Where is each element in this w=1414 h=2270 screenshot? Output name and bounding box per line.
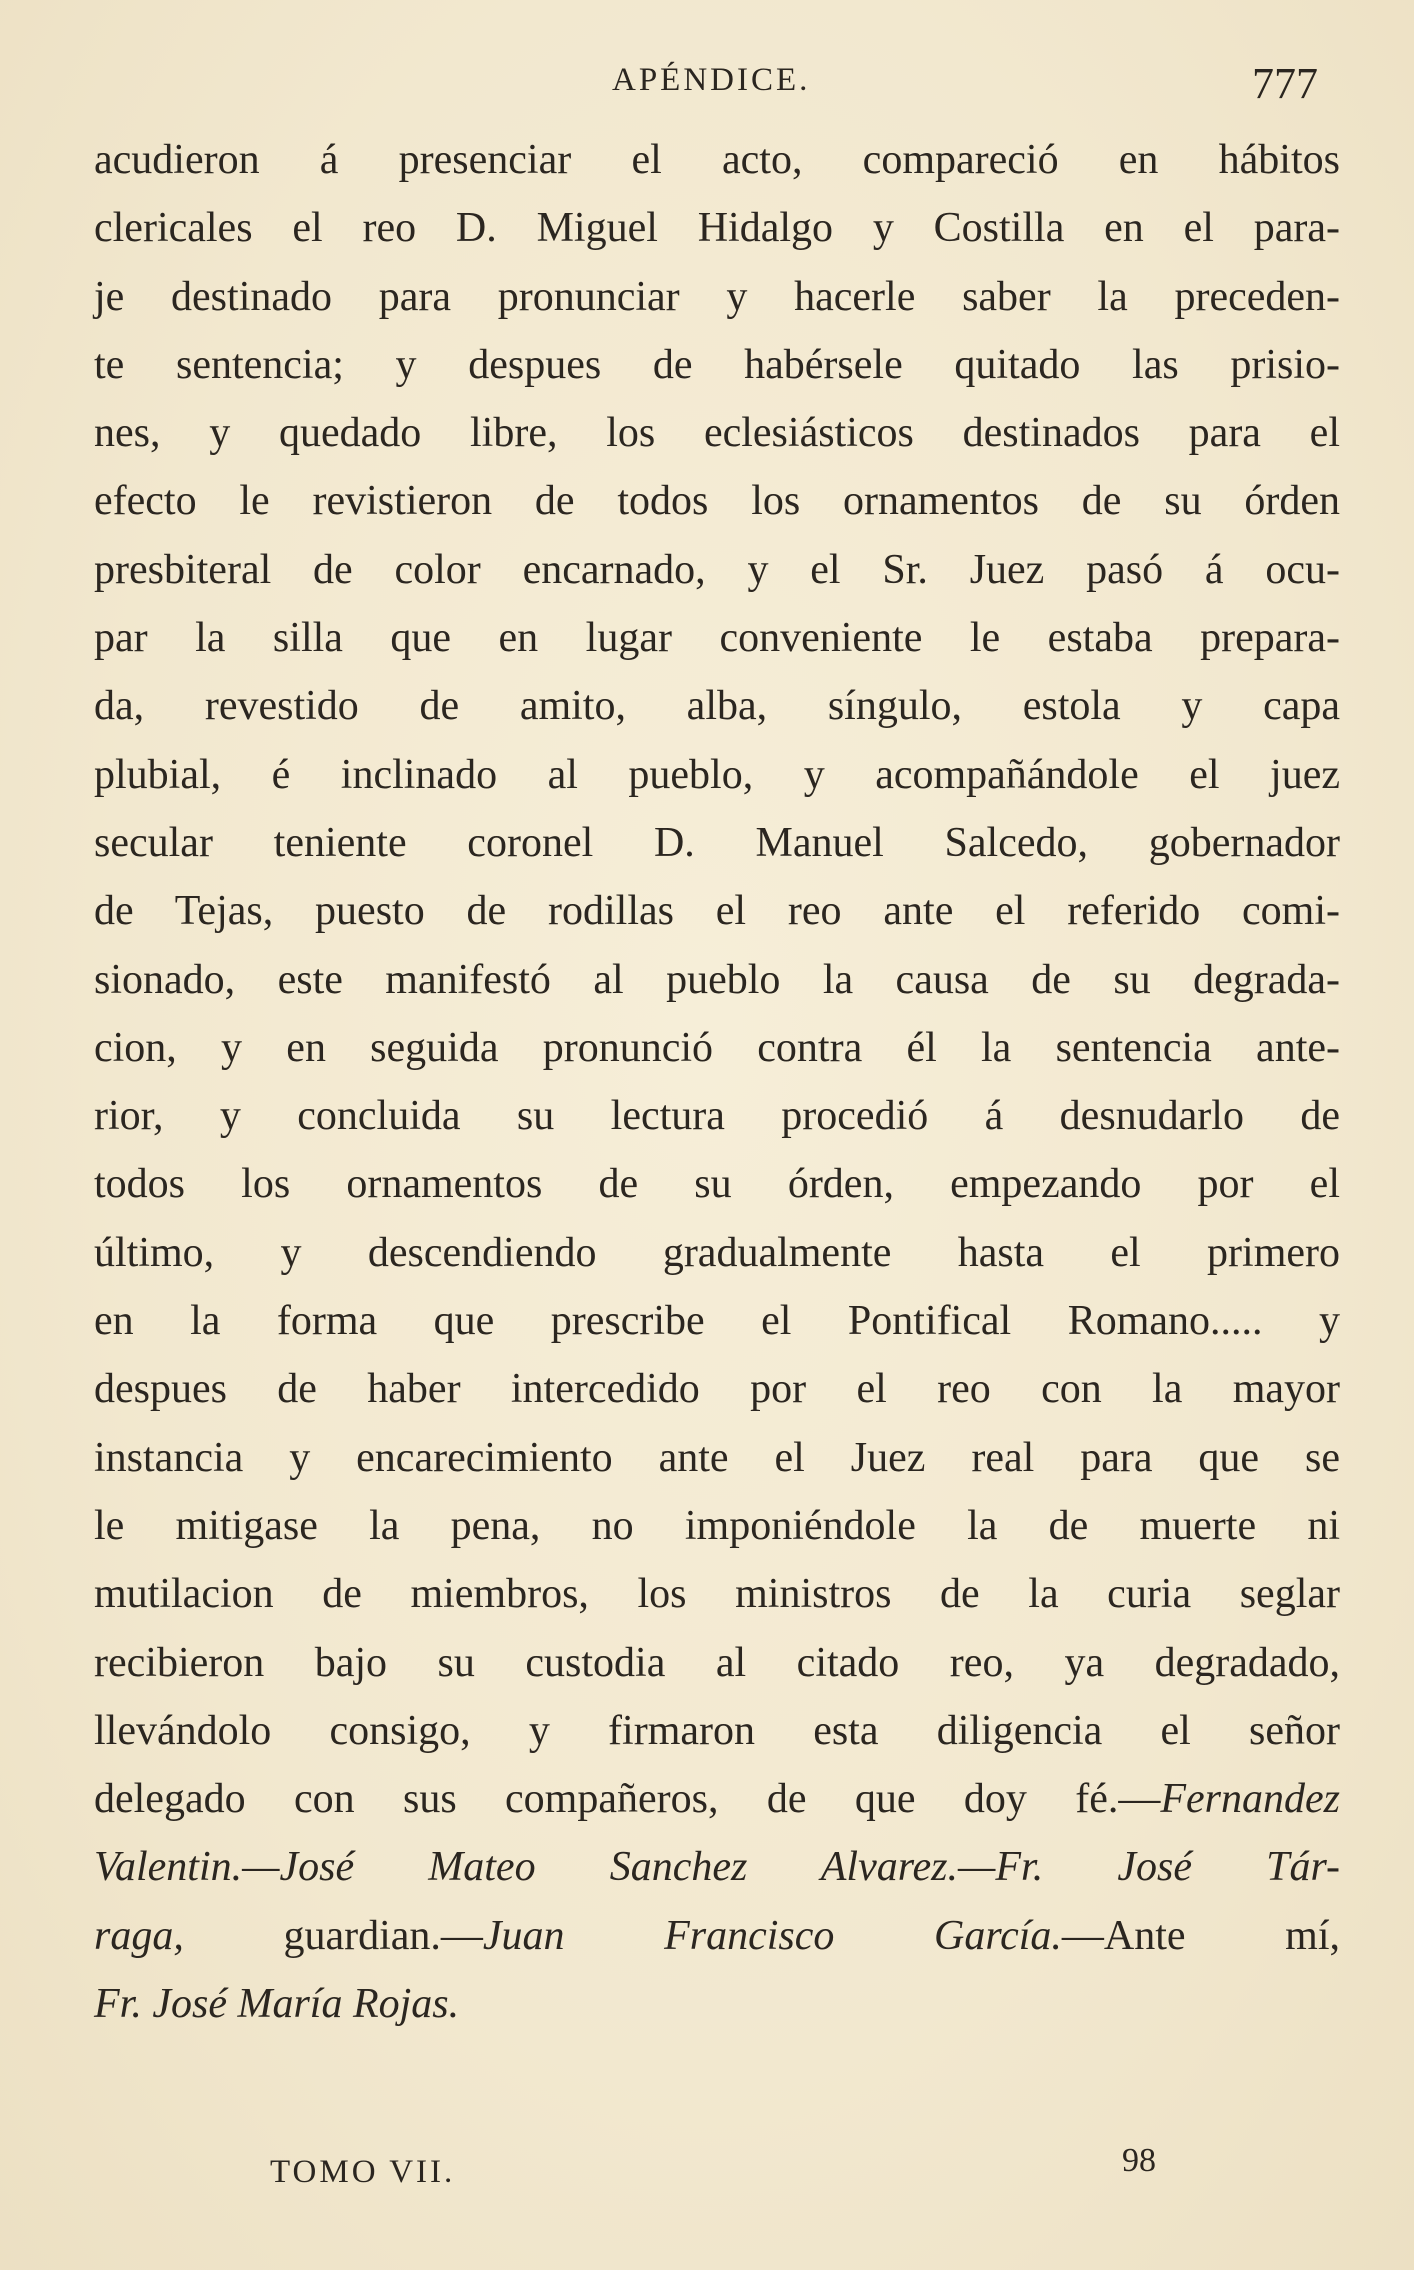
text-line: clericales el reo D. Miguel Hidalgo y Costilla en el para- bbox=[94, 205, 1340, 252]
text-line: instancia y encarecimiento ante el Juez real para que se bbox=[94, 1434, 1340, 1481]
italic-signature-fragment: Juan Francisco García. bbox=[482, 1912, 1062, 1959]
text-line: da, revestido de amito, alba, síngulo, estola y capa bbox=[94, 683, 1340, 730]
text-fragment: delegado con sus compañeros, de que doy fé.— bbox=[94, 1776, 1161, 1823]
signature-mark: 98 bbox=[1122, 2142, 1156, 2179]
text-line: par la silla que en lugar conveniente le estaba prepara- bbox=[94, 615, 1340, 662]
text-line-mixed bbox=[94, 1765, 1340, 1833]
text-line: acudieron á presenciar el acto, compareció en hábitos bbox=[94, 137, 1340, 183]
text-line: de Tejas, puesto de rodillas el reo ante el referido comi- bbox=[94, 888, 1340, 935]
text-line: cion, y en seguida pronunció contra él la sentencia ante- bbox=[94, 1024, 1340, 1071]
text-line: recibieron bajo su custodia al citado reo, ya degradado, bbox=[94, 1639, 1340, 1686]
volume-footer: TOMO VII. bbox=[270, 2154, 456, 2190]
text-line: en la forma que prescribe el Pontifical Romano..... y bbox=[94, 1298, 1340, 1345]
text-line: todos los ornamentos de su órden, empezando por el bbox=[94, 1161, 1340, 1208]
italic-signature-fragment: raga, bbox=[94, 1912, 184, 1959]
text-line: nes, y quedado libre, los eclesiásticos destinados para el bbox=[94, 410, 1340, 457]
text-line: te sentencia; y despues de habérsele quitado las prisio- bbox=[94, 341, 1340, 388]
body-text bbox=[94, 126, 1340, 2038]
italic-signature-fragment: Fernandez bbox=[1160, 1776, 1340, 1823]
text-line: je destinado para pronunciar y hacerle saber la preceden- bbox=[94, 273, 1340, 320]
running-head bbox=[0, 59, 1414, 122]
text-line: rior, y concluida su lectura procedió á desnudarlo de bbox=[94, 1093, 1340, 1140]
text-line-mixed bbox=[94, 1833, 1340, 1901]
text-line: último, y descendiendo gradualmente hasta el primero bbox=[94, 1229, 1340, 1276]
text-line: despues de haber intercedido por el reo con la mayor bbox=[94, 1366, 1340, 1413]
running-head-title: APÉNDICE. bbox=[612, 62, 811, 98]
text-line: llevándolo consigo, y firmaron esta diligencia el señor bbox=[94, 1707, 1340, 1754]
page-number: 777 bbox=[1252, 59, 1318, 108]
italic-signature-fragment: Valentin.—José Mateo Sanchez Alvarez.—Fr. José Tár- bbox=[94, 1844, 1340, 1891]
text-line: le mitigase la pena, no imponiéndole la de muerte ni bbox=[94, 1502, 1340, 1549]
text-line: secular teniente coronel D. Manuel Salcedo, gobernador bbox=[94, 819, 1340, 866]
text-fragment: guardian.— bbox=[183, 1912, 483, 1959]
text-line: presbiteral de color encarnado, y el Sr. Juez pasó á ocu- bbox=[94, 546, 1340, 593]
text-line: sionado, este manifestó al pueblo la causa de su degrada- bbox=[94, 956, 1340, 1003]
text-line: mutilacion de miembros, los ministros de la curia seglar bbox=[94, 1571, 1340, 1618]
text-line-mixed bbox=[94, 1970, 1340, 2038]
italic-signature-fragment: Fr. José María Rojas. bbox=[94, 1981, 460, 2028]
text-line: plubial, é inclinado al pueblo, y acompañándole el juez bbox=[94, 751, 1340, 798]
text-line-mixed bbox=[94, 1902, 1340, 1970]
text-fragment: —Ante mí, bbox=[1061, 1912, 1340, 1959]
text-line: efecto le revistieron de todos los ornamentos de su órden bbox=[94, 478, 1340, 525]
